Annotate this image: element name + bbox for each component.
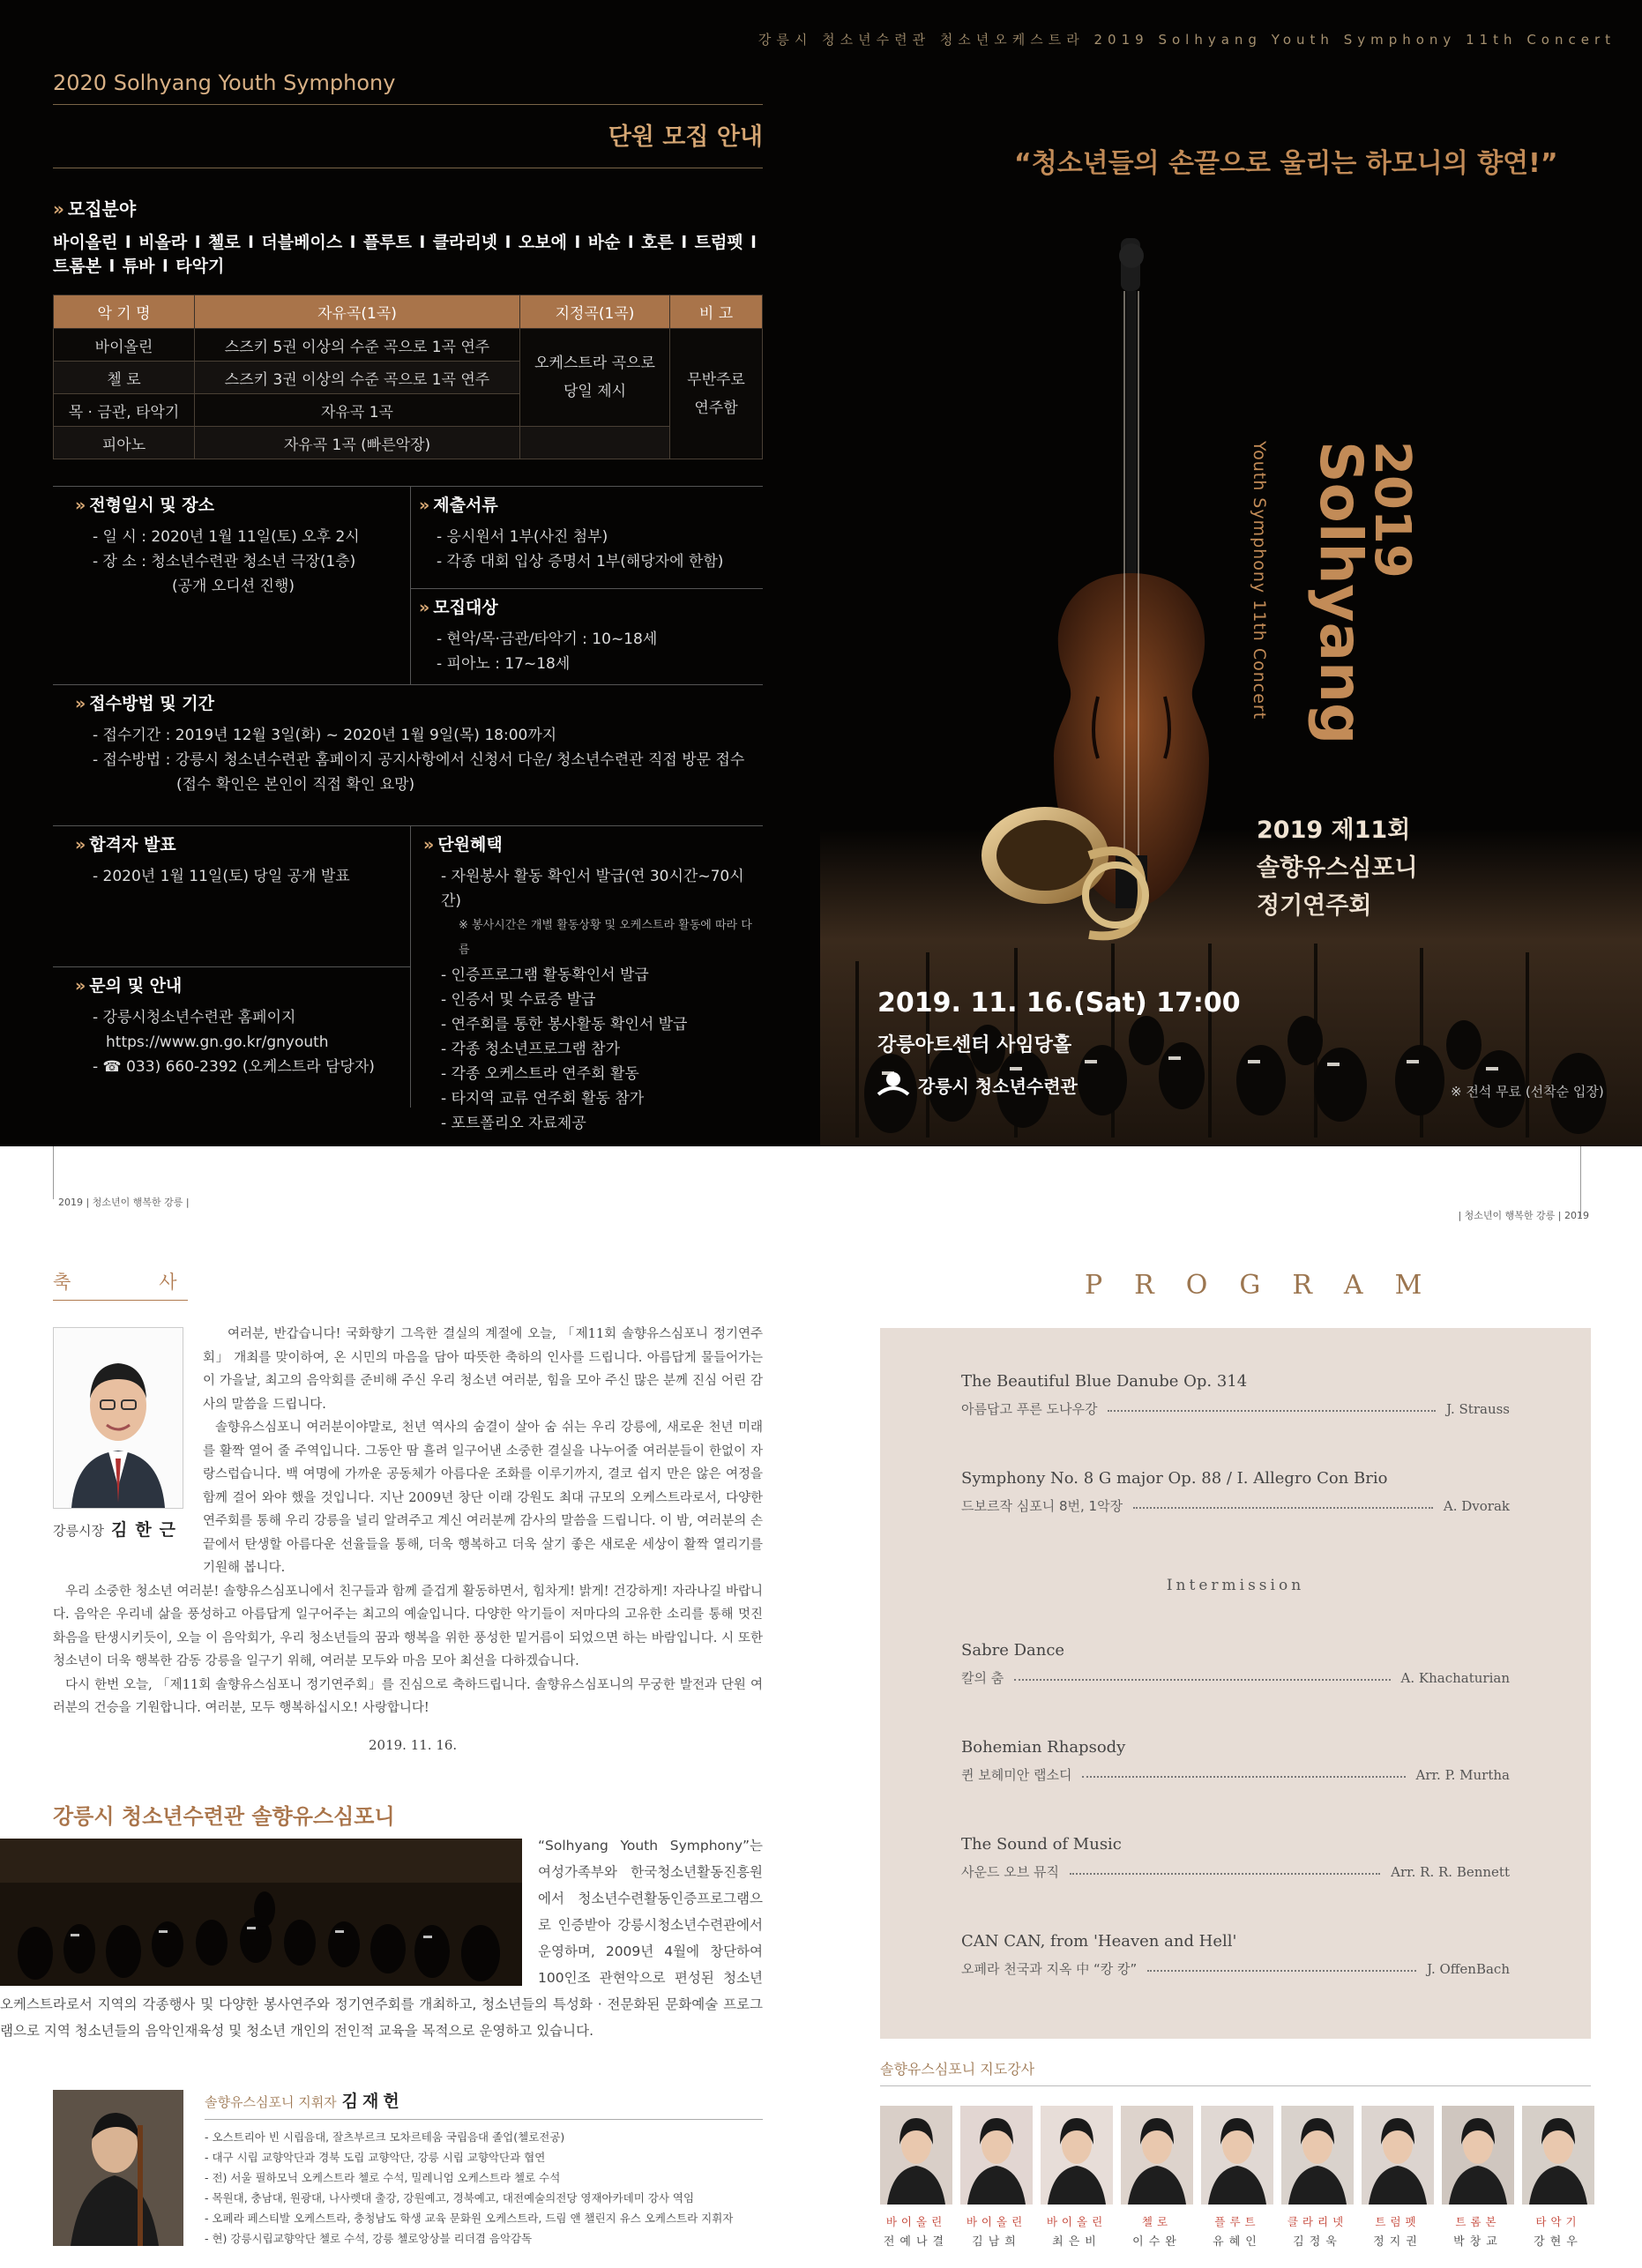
tutor-photo — [880, 2106, 952, 2205]
arrow-icon: » — [423, 835, 435, 854]
table-row: 바이올린 스즈키 5권 이상의 수준 곡으로 1곡 연주 오케스트라 곡으로 당일 제시 무반주로 연주함 — [54, 329, 763, 362]
tutor-instrument: 클라리넷 — [1287, 2215, 1348, 2228]
table-row: 피아노 자유곡 1곡 (빠른악장) — [54, 427, 763, 459]
svg-text:2019: 2019 — [1363, 441, 1421, 578]
tutor-instrument: 타악기 — [1535, 2215, 1581, 2228]
benefits-info: » 단원혜택 - 자원봉사 활동 확인서 발급(연 30시간~70시간) ※ 봉사시간은 개별 활동상황 및 오케스트라 활동에 따라 다름 - 인증프로그램 활동확인서 발급 - 인증서 및 수료증 발급 - 연주회를 통한 봉사활동 확인서 발급 - 각종 청소년프로그램 참가 - 각종 오케스트라 연주회 활동 - 타지역 교류 연주회 활동 참가 - 포트폴리오 자료제공 — [423, 835, 752, 1132]
tutor-card — [1362, 2106, 1434, 2249]
tutor-photo — [960, 2106, 1033, 2205]
contact-info: » 문의 및 안내 - 강릉시청소년수련관 홈페이지 https://www.gn.go.kr/gnyouth - ☎ 033) 660-2392 (오케스트라 담당자) — [75, 976, 375, 1076]
recruitment-panel — [53, 71, 763, 1147]
tutor-photo — [1041, 2106, 1113, 2205]
tutor-card — [1442, 2106, 1514, 2249]
table-header: 악 기 명 — [54, 295, 195, 329]
page-tag-right: | 청소년이 행복한 강릉 | 2019 — [1458, 1210, 1589, 1221]
tutor-card — [1041, 2106, 1113, 2249]
mayor-photo — [53, 1327, 183, 1509]
result-info: » 합격자 발표 - 2020년 1월 11일(토) 당일 공개 발표 — [75, 835, 350, 885]
arrow-icon: » — [419, 496, 430, 515]
tutor-name: 최은비 — [1052, 2235, 1101, 2249]
conductor-career — [205, 2127, 769, 2249]
tutor-instrument: 바이올린 — [966, 2215, 1027, 2228]
program-item: Symphony No. 8 G major Op. 88 / Ⅰ. Allegro Con Brio 드보르작 심포니 8번, 1악장 A. Dvorak — [961, 1469, 1510, 1514]
arrow-icon: » — [75, 694, 86, 713]
tutor-instrument: 트롬본 — [1455, 2215, 1501, 2228]
tutor-instrument: 트럼펫 — [1375, 2215, 1421, 2228]
orchestra-photo — [0, 1839, 522, 1986]
program-title: PROGRAM — [1085, 1270, 1454, 1301]
arrow-icon: » — [419, 598, 430, 617]
tutor-photo — [1121, 2106, 1193, 2205]
concert-cover — [820, 79, 1642, 1146]
tutor-card — [1201, 2106, 1273, 2249]
tutor-name: 유혜인 — [1213, 2235, 1262, 2249]
tutor-name: 전예나결 — [883, 2235, 950, 2249]
tutor-photo — [1201, 2106, 1273, 2205]
tutor-instrument: 바이올린 — [1046, 2215, 1108, 2228]
program-box — [880, 1328, 1591, 2039]
tutors-heading: 솔향유스심포니 지도강사 — [880, 2058, 1591, 2086]
program-item: Bohemian Rhapsody 퀸 보헤미안 랩소디 Arr. P. Murtha — [961, 1738, 1510, 1783]
tutor-card — [1121, 2106, 1193, 2249]
recruit-title: 단원 모집 안내 — [53, 105, 763, 168]
tutor-photo — [1442, 2106, 1514, 2205]
page-tag-left: 2019 | 청소년이 행복한 강릉 | — [58, 1197, 190, 1208]
audition-info: » 전형일시 및 장소 - 일 시 : 2020년 1월 11일(토) 오후 2시 - 장 소 : 청소년수련관 청소년 극장(1층) (공개 오디션 진행) — [75, 496, 360, 595]
table-row: 목 · 금관, 타악기 자유곡 1곡 — [54, 394, 763, 427]
solhyang-vertical-title — [1243, 441, 1421, 847]
tutor-name: 이수완 — [1132, 2235, 1182, 2249]
orchestra-title: 강릉시 청소년수련관 솔향유스심포니 — [53, 1804, 395, 1829]
instrument-list: 바이올린 l 비올라 l 첼로 l 더블베이스 l 플루트 l 클라리넷 l 오보에 l 바순 l 호른 l 트럼펫 l 트롬본 l 튜바 l 타악기 — [53, 233, 757, 276]
tutor-photo — [1362, 2106, 1434, 2205]
list-item: - 현) 강릉시립교향악단 첼로 수석, 강릉 첼로앙상블 리더겸 음악감독 — [205, 2232, 533, 2245]
header-tagline: 강릉시 청소년수련관 청소년오케스트라 2019 Solhyang Youth Symphony 11th Concert — [758, 32, 1616, 48]
svg-text:Solhyang: Solhyang — [1307, 441, 1375, 745]
conductor-heading: 솔향유스심포니 지휘자 김재헌 — [205, 2088, 763, 2120]
arrow-icon: » — [75, 835, 86, 854]
tutor-name: 박창교 — [1453, 2235, 1503, 2249]
divider — [1580, 1146, 1581, 1217]
congrats-date: 2019. 11. 16. — [369, 1737, 458, 1753]
table-header: 자유곡(1곡) — [195, 295, 520, 329]
cover-quote: “청소년들의 손끝으로 울리는 하모니의 향연!” — [1014, 148, 1558, 179]
tutor-name: 강현우 — [1534, 2235, 1583, 2249]
arrow-icon: » — [75, 496, 86, 515]
svg-text:Youth Symphony 11th Concert: Youth Symphony 11th Concert — [1250, 441, 1269, 720]
arrow-icon: » — [75, 976, 86, 996]
field-heading: » 모집분야 — [53, 198, 137, 220]
tutor-list — [880, 2106, 1594, 2249]
tutor-instrument: 플루트 — [1214, 2215, 1260, 2228]
arrow-icon: » — [53, 198, 64, 220]
recruit-year-title: 2020 Solhyang Youth Symphony — [53, 71, 763, 105]
audition-table — [53, 295, 763, 459]
table-header: 비 고 — [670, 295, 763, 329]
tutor-card — [1522, 2106, 1594, 2249]
list-item: - 오페라 페스티발 오케스트라, 충청남도 학생 교육 문화원 오케스트라, 드림 앤 챌린지 유스 오케스트라 지휘자 — [205, 2212, 734, 2225]
table-row: 첼 로 스즈키 3권 이상의 수준 곡으로 1곡 연주 — [54, 362, 763, 394]
concert-venue: 강릉아트센터 사임당홀 — [877, 1034, 1072, 1056]
concert-date: 2019. 11. 16.(Sat) 17:00 — [877, 988, 1241, 1018]
apply-info: » 접수방법 및 기간 - 접수기간 : 2019년 12월 3일(화) ~ 2020년 1월 9일(목) 18:00까지 - 접수방법 : 강릉시 청소년수련관 홈페이지 공지사항에서 신청서 다운/ 청소년수련관 직접 방문 접수 (접수 확인은 본인이 직접 확인 요망) — [75, 694, 745, 794]
program-item: CAN CAN, from 'Heaven and Hell' 오페라 천국과 지옥 中 “캉 캉” J. OffenBach — [961, 1932, 1510, 1977]
info-grid — [53, 486, 763, 1147]
conductor-photo — [53, 2090, 183, 2246]
tutor-photo — [1522, 2106, 1594, 2205]
divider — [53, 1146, 54, 1199]
docs-info: » 제출서류 - 응시원서 1부(사진 첨부) - 각종 대회 입상 증명서 1부(해당자에 한함) — [419, 496, 724, 571]
tutor-name: 정지권 — [1373, 2235, 1422, 2249]
program-item: Sabre Dance 칼의 춤 A. Khachaturian — [961, 1641, 1510, 1686]
program-item: The Sound of Music 사운드 오브 뮤직 Arr. R. R. Bennett — [961, 1835, 1510, 1880]
tutor-name: 김정욱 — [1293, 2235, 1342, 2249]
list-item: - 목원대, 충남대, 원광대, 나사렛대 출강, 강원예고, 경북예고, 대전예술의전당 영재아카데미 강사 역임 — [205, 2191, 695, 2205]
list-item: - 전) 서울 필하모닉 오케스트라 첼로 수석, 밀레니엄 오케스트라 첼로 수석 — [205, 2171, 561, 2184]
list-item: - 오스트리아 빈 시립음대, 잘츠부르크 모차르테움 국립음대 졸업(첼로전공) — [205, 2130, 565, 2144]
tutor-name: 김남희 — [972, 2235, 1021, 2249]
program-spread — [0, 1146, 1642, 2268]
intermission-label: Intermission — [1166, 1577, 1305, 1594]
mayor-caption: 강릉시장 김한근 — [53, 1520, 184, 1540]
tutor-card — [1281, 2106, 1354, 2249]
target-info: » 모집대상 - 현악/목·금관/타악기 : 10~18세 - 피아노 : 17~18세 — [419, 598, 658, 673]
orchestra-description: “Solhyang Youth Symphony”는 여성가족부와 한국청소년활동진흥원에서 청소년수련활동인증프로그램으로 인증받아 강릉시청소년수련관에서 운영하며, 2009년 4월에 창단하여 100인조 관현악으로 편성된 청소년 오케스트라로서 지역의 각종행사 및 다양한 봉사연주와 정기연주회를 개최하고, 청소년들의 특성화 · 전문화된 문화예술 프로그램으로 지역 청소년들의 음악인재육성 및 청소년 개인의 전인적 교육을 목적으로 운영하고 있습니다. — [0, 1838, 763, 2039]
tutor-instrument: 바이올린 — [885, 2215, 947, 2228]
tutor-instrument: 첼로 — [1141, 2215, 1173, 2228]
congrats-title: 축사 — [53, 1268, 188, 1301]
congrats-text: 여러분, 반갑습니다! 국화향기 그윽한 결실의 계절에 오늘, 「제11회 솔향유스심포니 정기연주회」 개최를 맞이하여, 온 시민의 마음을 담아 따뜻한 축하의 인사를 드립니다. 아름답게 물들어가는 이 가을날, 최고의 음악회를 준비해 주신 우리 청소년 여러분, 힘을 모아 주신 많은 분께 진심 어린 감사의 말씀을 드립니다. 솔향유스심포니 여러분이야말로, 천년 역사의 숨결이 살아 숨 쉬는 우리 강릉에, 새로운 천년 미래를 활짝 열어 줄 주역입니다. 그동안 땀 흘려 일구어낸 소중한 결실을 나누어줄 여러분들이 한없이 자랑스럽습니다. 백 여명에 가까운 공동체가 아름다운 조화를 이루기까지, 결코 쉽지 만은 않은 여정을 함께 걸어 와야 했을 것입니다. 지난 2009년 창단 이래 강원도 최대 규모의 오케스트라로서, 다양한 연주회를 통해 우리 강릉을 널리 알려주고 계신 여러분께 감사의 말씀을 드립니다. 이 밤, 여러분의 손끝에서 탄생할 아름다운 선율들을 통해, 더욱 행복하고 더욱 살기 좋은 새로운 세상이 활짝 열리기를 기원해 봅니다. 우리 소중한 청소년 여러분! 솔향유스심포니에서 친구들과 함께 즐겁게 활동하면서, 힘차게! 밝게! 건강하게! 자라나길 바랍니다. 음악은 우리네 삶을 풍성하고 아름답게 일구어주는 최고의 예술입니다. 다양한 악기들이 저마다의 고유한 소리를 통해 멋진 화음을 탄생시키듯이, 오늘 이 음악회가, 우리 청소년들의 꿈과 행복을 위한 풍성한 밑거름이 되었으면 하는 바람입니다. 시 또한 청소년이 더욱 행복한 감동 강릉을 일구기 위해, 여러분 모두와 마음 모아 최선을 다하겠습니다. 다시 한번 오늘, 「제11회 솔향유스심포니 정기연주회」를 진심으로 축하드립니다. 솔향유스심포니의 무궁한 발전과 단원 여러분의 건승을 기원합니다. 여러분, 모두 행복하십시오! 사랑합니다! — [53, 1327, 763, 1715]
list-item: - 대구 시립 교향악단과 경북 도립 교향악단, 강릉 시립 교향악단과 협연 — [205, 2151, 546, 2164]
host-logo: 강릉시 청소년수련관 — [877, 1071, 1078, 1098]
tutor-photo — [1281, 2106, 1354, 2205]
tutor-card — [880, 2106, 952, 2249]
violin-horn-illustration — [983, 238, 1265, 1014]
youth-center-logo-icon — [877, 1071, 909, 1098]
homepage-link[interactable]: https://www.gn.go.kr/gnyouth — [106, 1033, 329, 1051]
table-header: 지정곡(1곡) — [520, 295, 670, 329]
concert-title: 2019 제11회 솔향유스심포니 정기연주회 — [1257, 817, 1418, 920]
tutor-card — [960, 2106, 1033, 2249]
free-admission-note: ※ 전석 무료 (선착순 입장) — [1451, 1084, 1604, 1100]
program-item: The Beautiful Blue Danube Op. 314 아름답고 푸른 도나우강 J. Strauss — [961, 1372, 1510, 1417]
